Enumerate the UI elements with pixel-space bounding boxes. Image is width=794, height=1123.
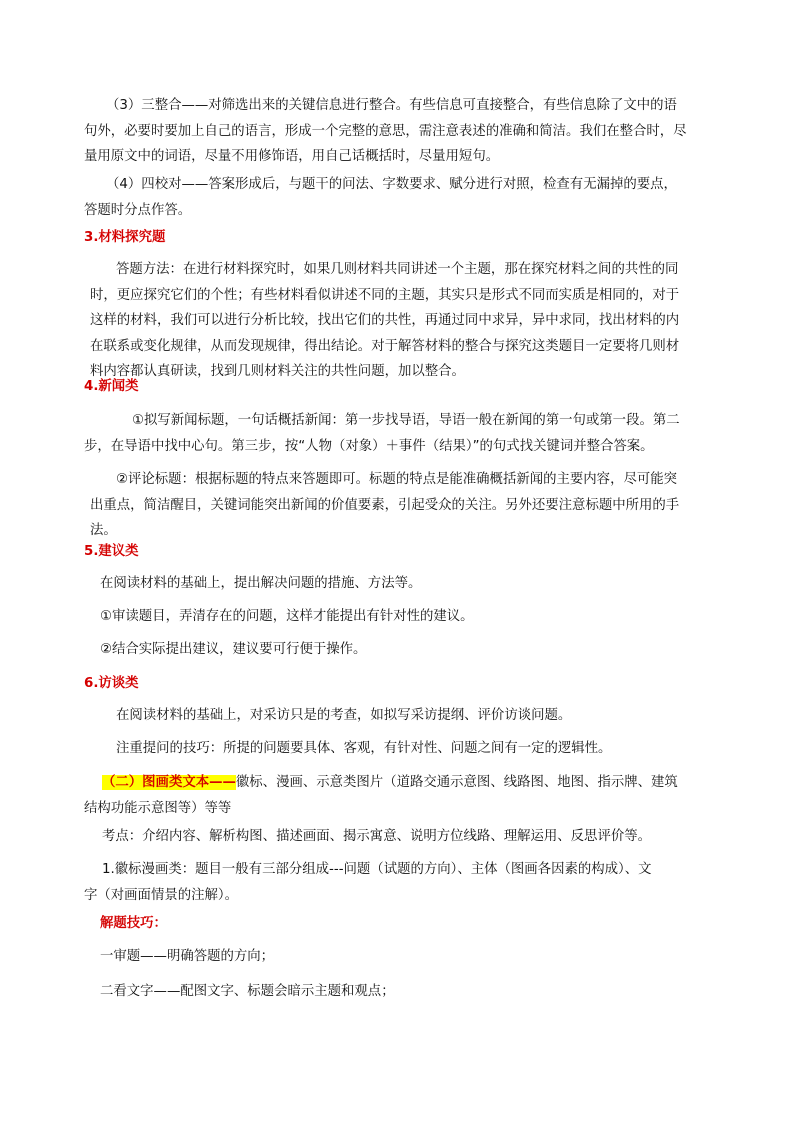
highlighted-section-title: （二）图画类文本—— [102,775,236,790]
text-line: 答题方法：在进行材料探究时，如果几则材料共同讲述一个主题，那在探究材料之间的共性的同 [116,262,679,277]
text-line: 出重点，简洁醒目，关键词能突出新闻的价值要素，引起受众的关注。另外还要注意标题中所用的手 [90,497,680,513]
paragraph-logo-cartoon [84,857,652,908]
paragraph-integration [84,93,687,170]
text-line: 这样的材料，我们可以进行分析比较，找出它们的共性，再通过同中求异，异中求同，找出材料的内 [90,313,680,328]
text-line: 量用原文中的词语，尽量不用修饰语，用自己话概括时，尽量用短句。 [84,149,500,164]
text-line: 结构功能示意图等）等等 [84,800,232,816]
paragraph-suggestion-intro: 在阅读材料的基础上，提出解决问题的措施、方法等。 [100,576,422,591]
section-heading-news: 4.新闻类 [84,379,139,394]
text-line: 句外，必要时要加上自己的语言，形成一个完整的意思，需注意表述的准确和简洁。我们在整合时，尽 [84,123,687,139]
text-line: ②评论标题：根据标题的特点来答题即可。标题的特点是能准确概括新闻的主要内容，尽可能突 [116,472,678,487]
text-line: 在联系或变化规律，从而发现规律，得出结论。对于解答材料的整合与探究这类题目一定要将几则材 [90,338,680,354]
section-heading-interview: 6.访谈类 [84,676,139,691]
paragraph-picture-text [84,770,678,821]
section-heading-suggestion: 5.建议类 [84,544,139,559]
text-line: 步，在导语中找中心句。第三步，按“人物（对象）＋事件（结果）”的句式找关键词并整合答案。 [84,438,654,454]
paragraph-suggestion-step1: ①审读题目，弄清存在的问题，这样才能提出有针对性的建议。 [100,609,474,624]
text-line: （4）四校对——答案形成后，与题干的问法、字数要求、赋分进行对照，检查有无漏掉的要点， [106,177,677,192]
text-line: 答题时分点作答。 [84,202,192,218]
paragraph-comment-title [90,467,679,544]
paragraph-interview-intro: 在阅读材料的基础上，对采访只是的考查，如拟写采访提纲、评价访谈问题。 [116,708,572,723]
paragraph-tip-1: 一审题——明确答题的方向； [100,949,275,964]
section-heading-material-inquiry: 3.材料探究题 [84,230,166,245]
text-line: 时，更应探究它们的个性；有些材料看似讲述不同的主题，其实只是形式不同而实质是相同的，对于 [90,287,680,303]
text-line: （3）三整合——对筛选出来的关键信息进行整合。有些信息可直接整合，有些信息除了文中的语 [106,98,677,113]
paragraph-news-title [84,408,680,459]
section-heading-solving-tips: 解题技巧： [100,916,167,931]
paragraph-interview-tips: 注重提问的技巧：所提的问题要具体、客观，有针对性、问题之间有一定的逻辑性。 [116,741,612,756]
paragraph-exam-points: 考点：介绍内容、解析构图、描述画面、揭示寓意、说明方位线路、理解运用、反思评价等。 [102,829,652,844]
text-line: 料内容都认真研读，找到几则材料关注的共性问题，加以整合。 [90,364,465,379]
text-line: 字（对画面情景的注解）。 [84,887,238,903]
text-span: 徽标、漫画、示意类图片（道路交通示意图、线路图、地图、指示牌、建筑 [235,775,678,790]
paragraph-suggestion-step2: ②结合实际提出建议，建议要可行便于操作。 [100,642,367,657]
text-line: ①拟写新闻标题，一句话概括新闻：第一步找导语，导语一般在新闻的第一句或第一段。第二 [132,413,680,428]
text-line: 1.徽标漫画类：题目一般有三部分组成---问题（试题的方向）、主体（图画各因素的构成）、文 [102,862,652,877]
paragraph-check [84,172,677,223]
paragraph-tip-2: 二看文字——配图文字、标题会暗示主题和观点； [100,984,395,999]
text-line [84,770,678,796]
paragraph-answer-method [90,257,679,385]
text-line: 法。 [90,523,117,538]
